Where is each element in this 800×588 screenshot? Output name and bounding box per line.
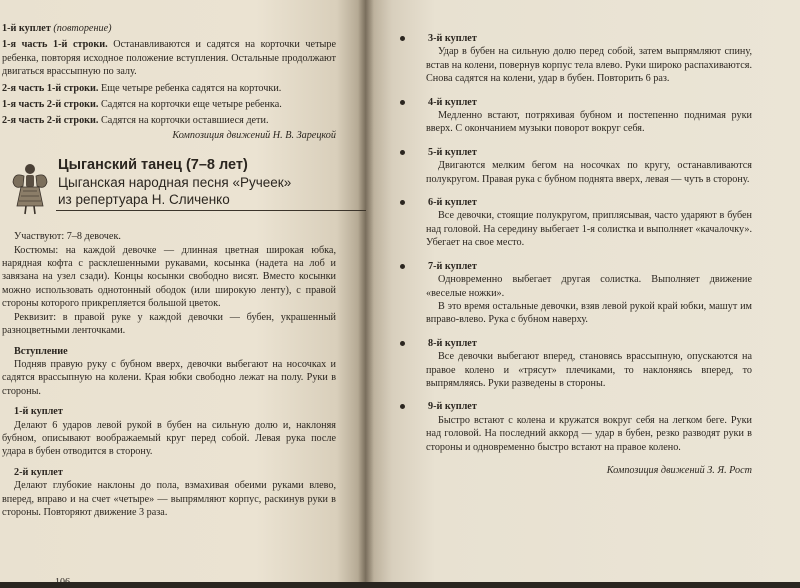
- book-gutter: [358, 0, 374, 582]
- section-heading: 2-й куплет: [14, 466, 63, 478]
- bullet-icon: [400, 200, 405, 205]
- bullet-icon: [400, 100, 405, 105]
- verse-text: Одновременно выбегает другая солистка. Выполняет движение «веселые ножки».: [426, 274, 752, 299]
- paragraph: 1-й куплет (повторение): [2, 23, 112, 34]
- paragraph: 1-я часть 2-й строки. Садятся на корточки еще четыре ребенка.: [2, 99, 282, 111]
- verse-block: [400, 96, 752, 136]
- title-rule: [56, 210, 390, 211]
- verse-text: Медленно встают, потряхивая бубном и постепенно поднимая руки вверх. С окончанием музыки поворот вокруг себя.: [426, 110, 752, 135]
- verse-block: [400, 196, 752, 250]
- verse-text: Быстро встают с колена и кружатся вокруг себя на легком беге. Руки над головой. На последний аккорд — удар в бубен, резко разводят руки в стороны и одновременно быстро встают на правое колено.: [426, 414, 752, 453]
- props: Реквизит: в правой руке у каждой девочки — бубен, украшенный разноцветными ленточками.: [2, 311, 336, 337]
- bullet-icon: [400, 36, 405, 41]
- right-page: [366, 0, 800, 582]
- song-title: Цыганская народная песня «Ручеек»: [58, 175, 292, 191]
- top-section: [2, 22, 336, 142]
- verse-heading: 9-й куплет: [428, 401, 477, 413]
- paragraph: Делают глубокие наклоны до пола, взмахивая обеими руками влево, вперед, вправо и на счет «четыре» — выпрямляют корпус, раскинув руки в стороны. Повторяют движение 3 раза.: [2, 480, 336, 518]
- verse-text: Двигаются мелким бегом на носочках по кругу, останавливаются полукругом. Правая рука с бубном поднята вверх, левая — чуть в сторону.: [426, 160, 752, 185]
- choreography-credit: Композиция движений Н. В. Зарецкой: [172, 129, 336, 141]
- page-number: 106: [55, 577, 70, 588]
- paragraph: 2-я часть 1-й строки. Еще четыре ребенка садятся на корточки.: [2, 82, 282, 94]
- paragraph: 2-я часть 2-й строки. Садятся на корточки оставшиеся дети.: [2, 115, 269, 127]
- costumes: Костюмы: на каждой девочке — длинная цветная широкая юбка, нарядная кофта с расклешенными рукавами, косынка (надета на лоб и завязана на узел сзади). Концы косынки свободно висят. Вместо косынки можно использовать однотонный ободок (или широкую ленту), с правой стороны которого прикрепляется большой цветок.: [2, 244, 336, 310]
- dance-title-block: [2, 156, 336, 222]
- verse-block: [400, 400, 752, 454]
- paragraph: 1-я часть 1-й строки. Останавливаются и садятся на корточки четыре ребенка, повторяя исходное положение вступления. Остальные продолжают двигаться врассыпную по залу.: [2, 39, 336, 78]
- verse-heading: 4-й куплет: [428, 96, 477, 108]
- verse-heading: 7-й куплет: [428, 260, 477, 272]
- verse-block: [400, 260, 752, 327]
- verse-heading: 5-й куплет: [428, 146, 477, 158]
- bullet-icon: [400, 150, 405, 155]
- bullet-icon: [400, 264, 405, 269]
- paragraph: Делают 6 ударов левой рукой в бубен на сильную долю и, наклоняя бубном, описывают воображаемый круг перед собой. Левая рука после удара в бубен отводится в сторону.: [2, 419, 336, 458]
- verse-block: [400, 146, 752, 186]
- verse-text: В это время остальные девочки, взяв левой рукой край юбки, машут им вправо-влево. Рука с бубном наверху.: [426, 300, 752, 326]
- dance-title: Цыганский танец (7–8 лет): [58, 157, 248, 174]
- bullet-icon: [400, 404, 405, 409]
- dance-description: [2, 230, 336, 519]
- verse-heading: 8-й куплет: [428, 337, 477, 349]
- participants: Участвуют: 7–8 девочек.: [14, 231, 121, 243]
- left-page: [0, 0, 366, 588]
- bullet-icon: [400, 341, 405, 346]
- verse-heading: 3-й куплет: [428, 33, 477, 44]
- verse-heading: 6-й куплет: [428, 197, 477, 209]
- section-heading: Вступление: [14, 345, 68, 357]
- choreography-credit: Композиция движений З. Я. Рост: [606, 464, 752, 476]
- dancer-icon: [10, 160, 50, 216]
- verse-block: [400, 337, 752, 391]
- song-repertoire: из репертуара Н. Сличенко: [58, 192, 230, 208]
- paragraph: Подняв правую руку с бубном вверх, девочки выбегают на носочках и садятся врассыпную на колени. Края юбки свободно лежат на полу. Руки в стороны.: [2, 358, 336, 397]
- verse-block: [400, 32, 752, 86]
- verse-text: Все девочки, стоящие полукругом, приплясывая, часто ударяют в бубен над головой. На середину выбегает 1-я солистка и выполняет «качалочку». Убегает на свое место.: [426, 210, 752, 249]
- section-heading: 1-й куплет: [14, 406, 63, 418]
- verse-text: Все девочки выбегают вперед, становясь врассыпную, опускаются на правое колено и «трясут» плечиками, то наклоняясь вперед, то выпрямляясь. Руки разведены в стороны.: [426, 351, 752, 389]
- verse-text: Удар в бубен на сильную долю перед собой, затем выпрямляют спину, встав на колени, повернув корпус тела влево. Руки широко распахиваются. Снова садятся на колени, удар в бубен. Повторить 6 раз.: [426, 46, 752, 85]
